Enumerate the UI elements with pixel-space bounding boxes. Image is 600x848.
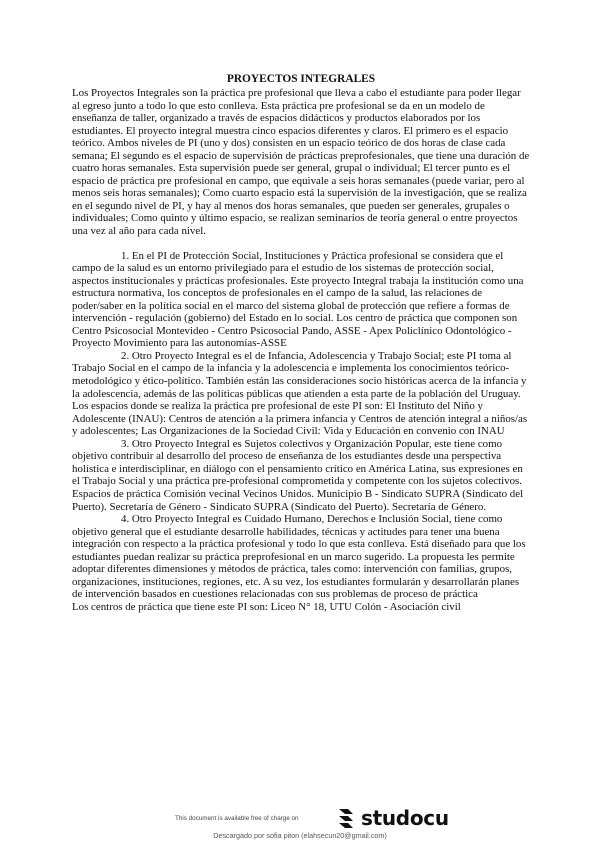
page-footer — [0, 803, 600, 848]
studocu-logo-icon — [335, 807, 357, 829]
body-paragraph: 4. Otro Proyecto Integral es Cuidado Humano, Derechos e Inclusión Social, tiene como objetivo general que el estudiante desarrolle habilidades, técnicas y actitudes para tener una buena integración con respecto a la práctica profesional y todo lo que esta conlleva. Está diseñado para que los estudiantes puedan realizar su práctica preprofesional en un marco sugerido. La propuesta les permite adoptar diferentes dimensiones y métodos de práctica, tales como: intervención con familias, grupos, organizaciones, instituciones, regiones, etc. A su vez, los estudiantes formularán y desarrollarán planes de intervención basados en cuestiones relacionadas con sus problemas de proceso de práctica — [72, 513, 526, 601]
body-paragraph: 1. En el PI de Protección Social, Instituciones y Práctica profesional se considera que el campo de la salud es un entorno privilegiado para el estudio de los sistemas de protección social, aspectos institucionales y prácticas profesionales. Este proyecto Integral trabaja la institución como una estructura normativa, los conceptos de profesionales en el campo de la salud, las relaciones de poder/saber en la política social en el marco del sistema global de protección que refiere a formas de intervención - regulación (gobierno) del Estado en lo social. Los centro de práctica que componen son Centro Psicosocial Montevideo - Centro Psicosocial Pando, ASSE - Apex Policlínico Odontológico - Proyecto Movimiento para las autonomías-ASSE — [72, 249, 524, 350]
body-paragraph: Espacios de práctica Comisión vecinal Vecinos Unidos. Municipio B - Sindicato SUPRA (Sindicato del Puerto). Secretaría de Género - Sindicato SUPRA (Sindicato del Puerto). Secretaría de Género. — [72, 487, 524, 513]
studocu-logo[interactable] — [335, 806, 449, 830]
footer-branding — [175, 806, 449, 830]
body-paragraph: 3. Otro Proyecto Integral es Sujetos colectivos y Organización Popular, este tiene como objetivo contribuir al desarrollo del proceso de enseñanza de los estudiantes desde una perspectiva holística e interdisciplinar, en diálogo con el pensamiento crítico en América Latina, sus expresiones en el Trabajo Social y una práctica pre-profesional comprometida y competente con los sujetos colectivos. — [72, 437, 523, 488]
body-paragraph: Los espacios donde se realiza la práctica pre profesional de este PI son: El Instituto del Niño y Adolescente (INAU): Centros de atención a la primera infancia y Centros de atención integral a niños/as y adolescentes; Las Organizaciones de la Sociedad Civil: Vida y Educación en convenio con INAU — [72, 400, 528, 438]
document-title: PROYECTOS INTEGRALES — [226, 73, 376, 85]
paragraph-gap — [72, 238, 530, 250]
document-page — [72, 72, 530, 613]
availability-note: This document is available free of charge on — [175, 814, 299, 822]
download-attribution: Descargado por sofia piton (elahsecun20@gmail.com) — [213, 831, 387, 840]
studocu-brand-name: studocu — [361, 806, 449, 830]
body-paragraph: 2. Otro Proyecto Integral es el de Infancia, Adolescencia y Trabajo Social; este PI toma al Trabajo Social en el campo de la infancia y la adolescencia e implementa los conocimientos teórico-metodológico y ético-político. También están las consideraciones socio históricas acerca de la infancia y la adolescencia, además de las políticas públicas que atienden a esta parte de la población del Uruguay. — [72, 349, 527, 400]
body-paragraph: Los centros de práctica que tiene este PI son: Liceo N° 18, UTU Colón - Asociación civil — [72, 600, 461, 613]
body-paragraph: Los Proyectos Integrales son la práctica pre profesional que lleva a cabo el estudiante para poder llegar al egreso junto a todo lo que esto conlleva. Esta práctica pre profesional se da en un modelo de enseñanza de taller, organizado a través de espacios didácticos y productos elaborados por los estudiantes. El proyecto integral muestra cinco espacios diferentes y claros. El primero es el espacio teórico. Ambos niveles de PI (uno y dos) consisten en un espacio teórico de dos horas de clase cada semana; El segundo es el espacio de supervisión de prácticas preprofesionales, que tiene una duración de cuatro horas semanales. Esta supervisión puede ser general, grupal o individual; El tercer punto es el espacio de práctica pre profesional en campo, que equivale a seis horas semanales (puede variar, pero al menos seis horas semanales); Como cuarto espacio está la supervisión de la investigación, que se realiza en el segundo nivel de PI, y hay al menos dos horas semanales, que pueden ser generales, grupales o individuales; Como quinto y último espacio, se realizan seminarios de teoría general o entre proyectos una vez al año para cada nivel. — [72, 87, 530, 238]
document-body — [72, 87, 530, 613]
